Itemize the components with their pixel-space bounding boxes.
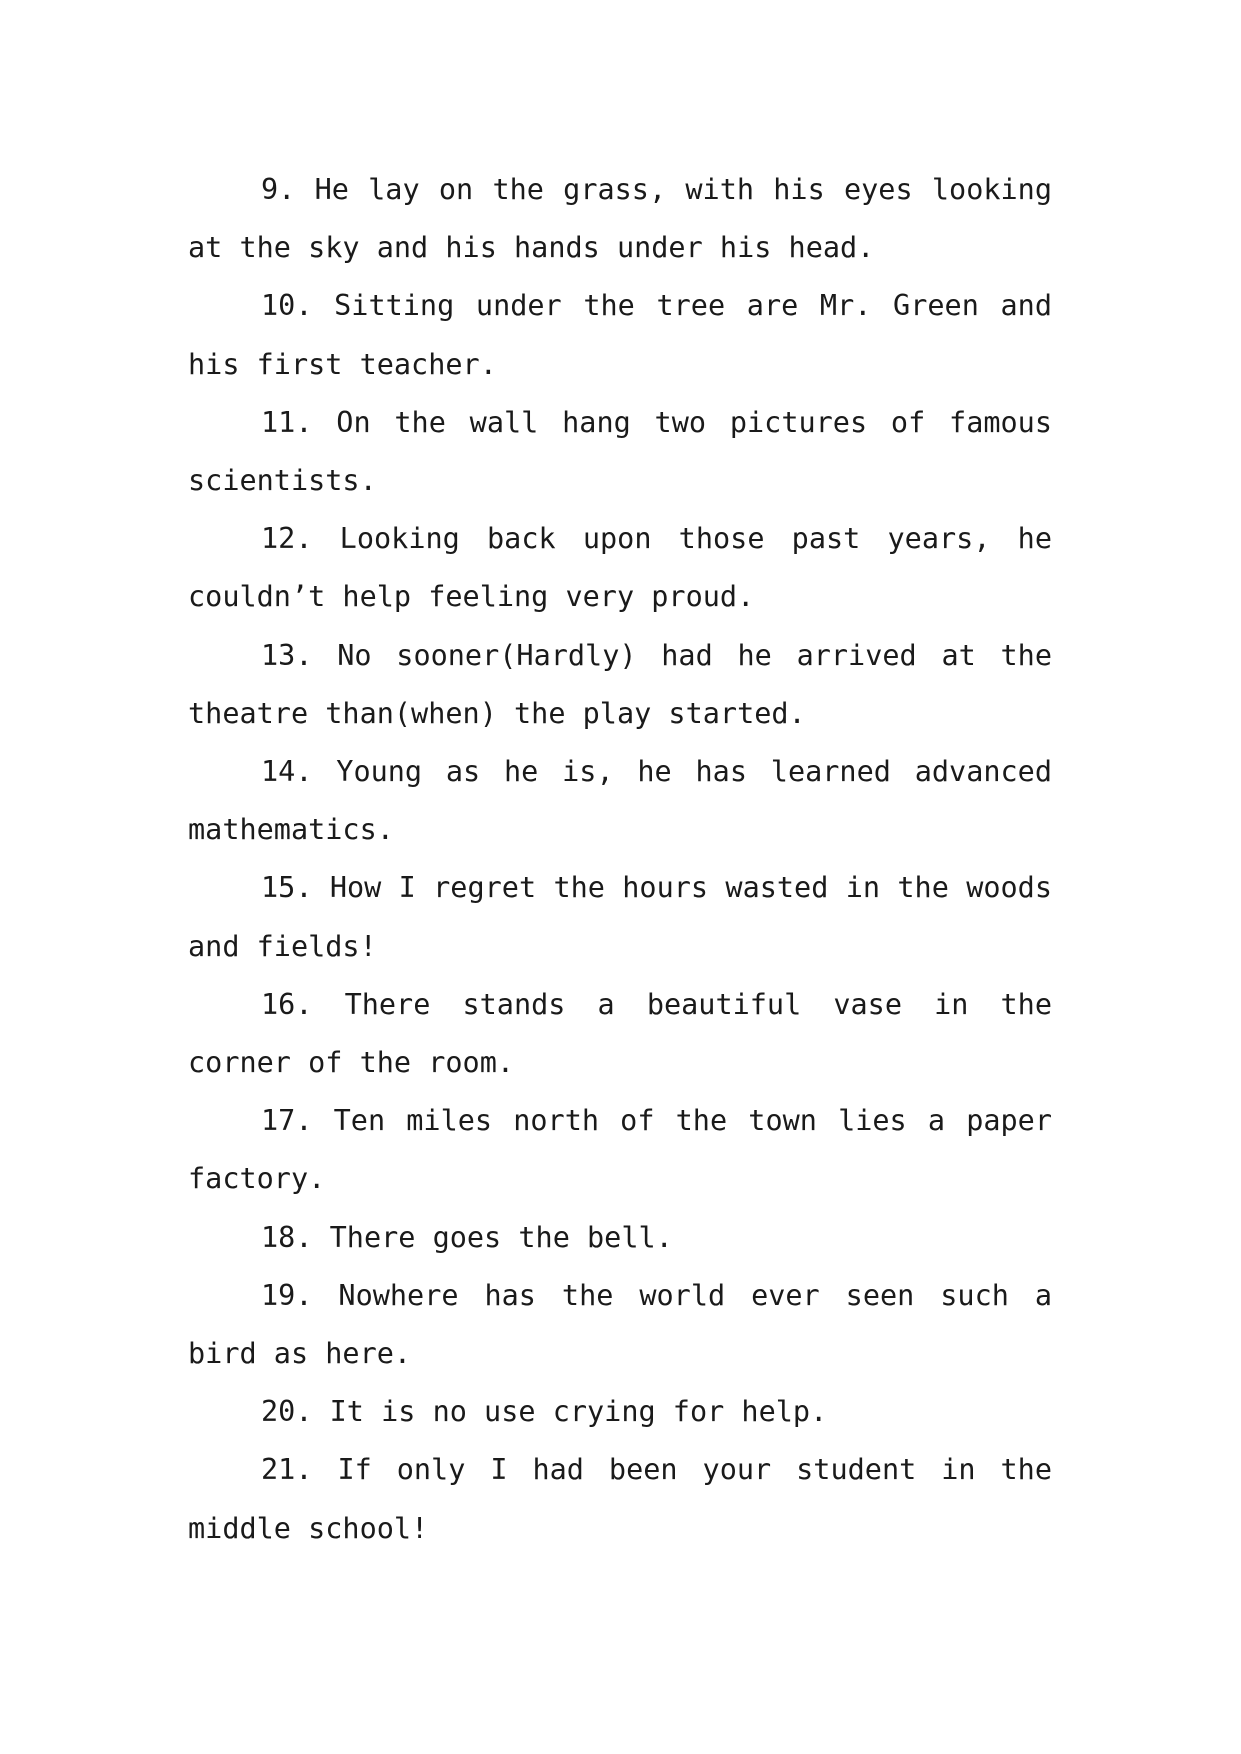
sentence-9: 9. He lay on the grass, with his eyes looking at the sky and his hands under his head. <box>188 173 1052 265</box>
sentence-15: 15. How I regret the hours wasted in the woods and fields! <box>188 871 1052 963</box>
sentence-19: 19. Nowhere has the world ever seen such a bird as here. <box>188 1278 1052 1371</box>
sentence-12: 12. Looking back upon those past years, he couldn’t help feeling very proud. <box>188 522 1052 614</box>
document-body <box>188 161 1052 1558</box>
sentence-14: 14. Young as he is, he has learned advanced mathematics. <box>188 755 1052 847</box>
sentence-16: 16. There stands a beautiful vase in the corner of the room. <box>188 987 1052 1080</box>
sentence-13: 13. No sooner(Hardly) had he arrived at the theatre than(when) the play started. <box>188 638 1052 730</box>
sentence-20: 20. It is no use crying for help. <box>261 1395 828 1429</box>
sentence-17: 17. Ten miles north of the town lies a paper factory. <box>188 1104 1052 1196</box>
sentence-21: 21. If only I had been your student in the middle school! <box>188 1453 1052 1545</box>
sentence-18: 18. There goes the bell. <box>261 1220 673 1254</box>
sentence-10: 10. Sitting under the tree are Mr. Green and his first teacher. <box>188 289 1052 381</box>
sentence-11: 11. On the wall hang two pictures of famous scientists. <box>188 405 1052 498</box>
